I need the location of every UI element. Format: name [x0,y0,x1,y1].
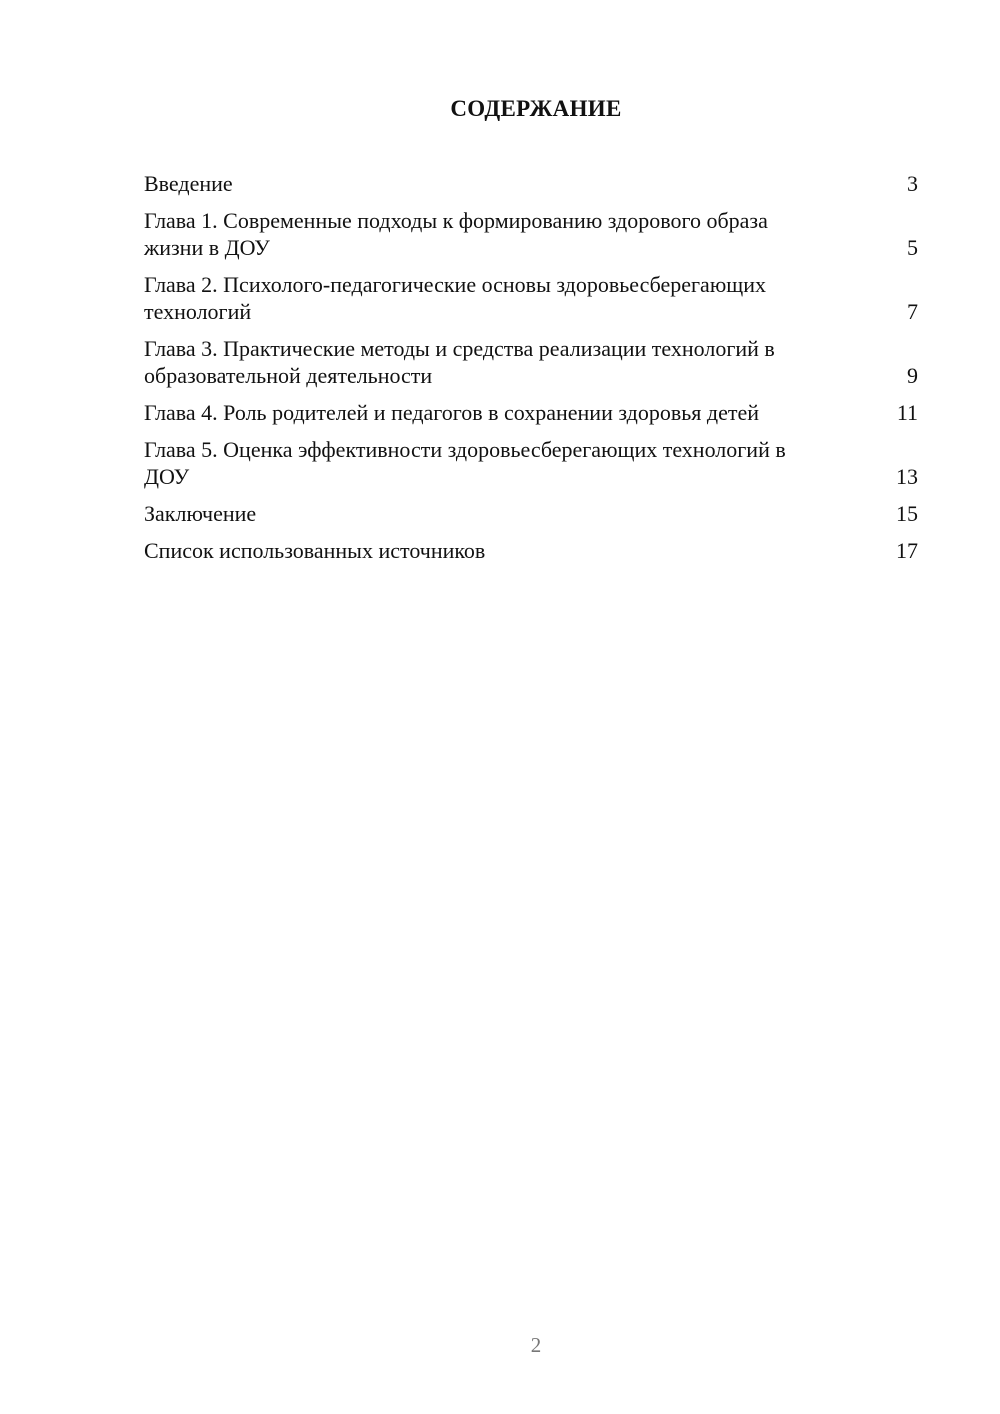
toc-entry-chapter-2 [144,271,918,325]
toc-entry-page: 9 [907,363,918,388]
page-title: СОДЕРЖАНИЕ [450,96,622,121]
toc-entry-page: 7 [907,299,918,324]
toc-entry-label: Введение [144,171,233,196]
toc-entry-page: 17 [896,538,918,563]
toc-entry-references [144,537,918,564]
toc-entry-chapter-5 [144,436,918,490]
page-number: 2 [530,1333,542,1357]
toc-entry-label: Глава 1. Современные подходы к формированию здорового образа жизни в ДОУ [144,208,768,260]
toc-entry-page: 13 [896,464,918,489]
toc-entry-page: 5 [907,235,918,260]
toc-entry-label: Глава 5. Оценка эффективности здоровьесберегающих технологий в ДОУ [144,437,786,489]
toc-entry-page: 3 [907,171,918,196]
toc-entry-page: 15 [896,501,918,526]
toc-entry-chapter-1 [144,207,918,261]
toc-entry-chapter-3 [144,335,918,389]
toc-entry-conclusion [144,500,918,527]
toc-entry-label: Глава 2. Психолого-педагогические основы здоровьесберегающих технологий [144,272,766,324]
toc-entry-chapter-4 [144,399,918,426]
toc-entry-label: Глава 3. Практические методы и средства реализации технологий в образовательной деятельности [144,336,775,388]
toc-entry-label: Список использованных источников [144,538,486,563]
toc-entry-label: Глава 4. Роль родителей и педагогов в сохранении здоровья детей [144,400,759,425]
toc-entry-page: 11 [896,400,918,425]
table-of-contents [144,170,918,574]
toc-entry-label: Заключение [144,501,257,526]
toc-entry-introduction [144,170,918,197]
